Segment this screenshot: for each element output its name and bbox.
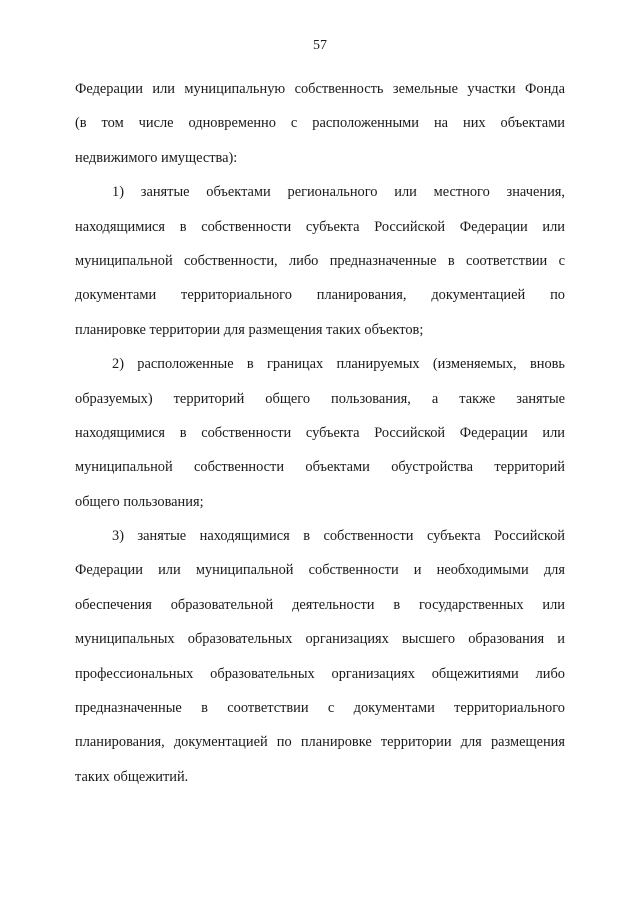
text-line-17: муниципальных образовательных организациях высшего образования и	[75, 631, 565, 648]
text-line-2: (в том числе одновременно с расположенными на них объектами	[75, 115, 565, 132]
text-line-1: Федерации или муниципальную собственность земельные участки Фонда	[75, 81, 565, 97]
text-line-10: образуемых) территорий общего пользования, а также занятые	[75, 390, 565, 407]
text-line-3: недвижимого имущества):	[75, 149, 238, 166]
text-line-21: таких общежитий.	[75, 768, 189, 785]
text-line-9: 2) расположенные в границах планируемых (изменяемых, вновь	[112, 356, 565, 373]
text-line-19: предназначенные в соответствии с документами территориального	[75, 700, 565, 717]
text-line-5: находящимися в собственности субъекта Российской Федерации или	[75, 218, 565, 235]
text-line-18: профессиональных образовательных организациях общежитиями либо	[75, 665, 565, 682]
text-line-7: документами территориального планирования, документацией по	[75, 287, 565, 304]
text-line-14: 3) занятые находящимися в собственности субъекта Российской	[112, 528, 565, 545]
page-number: 57	[313, 38, 327, 53]
text-line-13: общего пользования;	[75, 493, 204, 510]
text-line-11: находящимися в собственности субъекта Российской Федерации или	[75, 424, 565, 441]
text-line-8: планировке территории для размещения таких объектов;	[75, 321, 424, 338]
text-line-15: Федерации или муниципальной собственности и необходимыми для	[75, 562, 565, 579]
document-body	[75, 72, 565, 794]
text-line-4: 1) занятые объектами регионального или местного значения,	[112, 184, 565, 201]
text-line-20: планирования, документацией по планировке территории для размещения	[75, 734, 565, 751]
text-line-12: муниципальной собственности объектами обустройства территорий	[75, 459, 565, 476]
text-line-16: обеспечения образовательной деятельности в государственных или	[75, 596, 565, 613]
text-line-6: муниципальной собственности, либо предназначенные в соответствии с	[75, 252, 565, 269]
